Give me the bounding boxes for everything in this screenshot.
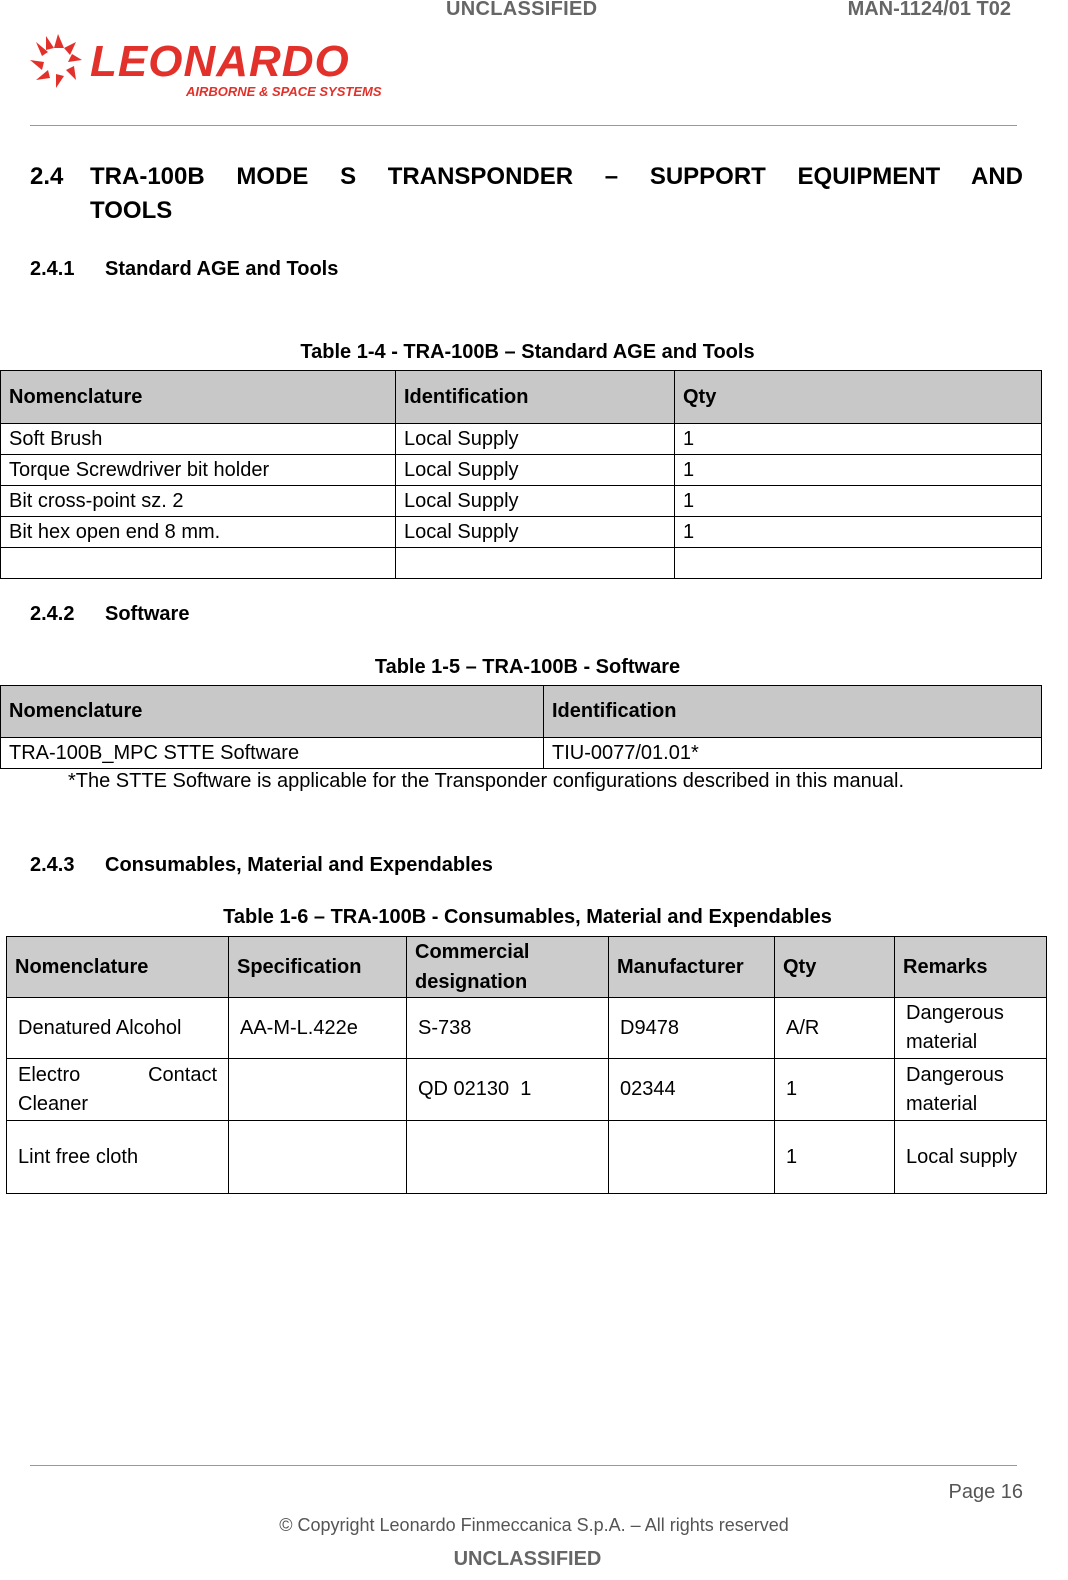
column-header: Specification xyxy=(229,937,407,998)
column-header: Nomenclature xyxy=(7,937,229,998)
table-row xyxy=(7,998,1047,1059)
table-caption-consumables: Table 1-6 – TRA-100B - Consumables, Material and Expendables xyxy=(223,906,832,928)
column-header: Identification xyxy=(544,686,1042,738)
table-cell: 1 xyxy=(775,1121,895,1194)
table-cell: Local Supply xyxy=(396,455,675,486)
table-cell: Bit cross-point sz. 2 xyxy=(1,486,396,517)
table-cell: Local Supply xyxy=(396,424,675,455)
section-number: 2.4 xyxy=(30,163,64,190)
table-row xyxy=(1,738,1042,769)
table-cell: 1 xyxy=(775,1059,895,1121)
table-cell xyxy=(609,1121,775,1194)
subsection-number: 2.4.1 xyxy=(30,258,75,280)
table-row xyxy=(1,517,1042,548)
table-cell xyxy=(229,1121,407,1194)
table-cell xyxy=(1,548,396,579)
table-cell: 1 xyxy=(675,517,1042,548)
subsection-title: Standard AGE and Tools xyxy=(105,258,339,280)
table-row xyxy=(1,424,1042,455)
column-header: Nomenclature xyxy=(1,686,544,738)
table-cell: Dangerous material xyxy=(895,998,1047,1059)
table-cell: S-738 xyxy=(407,998,609,1059)
table-cell: Bit hex open end 8 mm. xyxy=(1,517,396,548)
section-title-line1: TRA-100B MODE S TRANSPONDER – SUPPORT EQUIPMENT AND xyxy=(90,163,1023,190)
table-cell: Soft Brush xyxy=(1,424,396,455)
table-caption-software: Table 1-5 – TRA-100B - Software xyxy=(374,656,681,678)
logo-brand-text: LEONARDO xyxy=(90,37,350,86)
table-header-row xyxy=(1,371,1042,424)
copyright-notice: © Copyright Leonardo Finmeccanica S.p.A. – All rights reserved xyxy=(279,1515,789,1535)
column-header: Identification xyxy=(396,371,675,424)
column-header: Manufacturer xyxy=(609,937,775,998)
table-cell xyxy=(407,1121,609,1194)
table-cell: Torque Screwdriver bit holder xyxy=(1,455,396,486)
table-cell: 02344 xyxy=(609,1059,775,1121)
footer-divider xyxy=(30,1465,1017,1466)
table-cell xyxy=(396,548,675,579)
column-header: Remarks xyxy=(895,937,1047,998)
logo-tagline-text: AIRBORNE & SPACE SYSTEMS xyxy=(186,84,382,99)
header-divider xyxy=(30,125,1017,126)
table-cell: AA-M-L.422e xyxy=(229,998,407,1059)
subsection-title: Consumables, Material and Expendables xyxy=(105,854,493,876)
software-note: *The STTE Software is applicable for the Transponder configurations described in this manual. xyxy=(68,770,904,792)
table-cell: QD 02130 1 xyxy=(407,1059,609,1121)
table-cell: TRA-100B_MPC STTE Software xyxy=(1,738,544,769)
table-cell: Local supply xyxy=(895,1121,1047,1194)
section-heading xyxy=(30,160,1023,228)
table-cell xyxy=(229,1059,407,1121)
age-tools-table xyxy=(0,370,1042,579)
header-document-id: MAN-1124/01 T02 xyxy=(847,0,1011,20)
table-row-empty xyxy=(1,548,1042,579)
table-cell: 1 xyxy=(675,486,1042,517)
table-cell: A/R xyxy=(775,998,895,1059)
table-cell: Denatured Alcohol xyxy=(7,998,229,1059)
column-header: Qty xyxy=(775,937,895,998)
table-cell: Lint free cloth xyxy=(7,1121,229,1194)
table-row xyxy=(1,486,1042,517)
table-header-row xyxy=(7,937,1047,998)
table-cell: D9478 xyxy=(609,998,775,1059)
column-header: Commercial designation xyxy=(407,937,609,998)
table-cell: Dangerous material xyxy=(895,1059,1047,1121)
leonardo-logo xyxy=(28,30,382,102)
table-row xyxy=(1,455,1042,486)
footer-classification: UNCLASSIFIED xyxy=(453,1548,602,1570)
table-cell: 1 xyxy=(675,455,1042,486)
table-cell: Local Supply xyxy=(396,517,675,548)
software-table xyxy=(0,685,1042,769)
logo-emblem-icon xyxy=(30,34,82,88)
subsection-title: Software xyxy=(105,603,190,625)
consumables-table xyxy=(6,936,1047,1194)
table-cell: TIU-0077/01.01* xyxy=(544,738,1042,769)
section-title-line2: TOOLS xyxy=(90,197,173,224)
subsection-heading-age xyxy=(30,258,338,281)
table-cell: Local Supply xyxy=(396,486,675,517)
page-number: Page 16 xyxy=(948,1481,1023,1503)
table-cell xyxy=(675,548,1042,579)
subsection-heading-software xyxy=(30,603,189,626)
table-cell: 1 xyxy=(675,424,1042,455)
header-classification: UNCLASSIFIED xyxy=(446,0,598,20)
column-header: Nomenclature xyxy=(1,371,396,424)
subsection-number: 2.4.3 xyxy=(30,854,75,876)
subsection-number: 2.4.2 xyxy=(30,603,75,625)
table-caption-age: Table 1-4 - TRA-100B – Standard AGE and Tools xyxy=(300,341,755,363)
table-row xyxy=(7,1121,1047,1194)
column-header: Qty xyxy=(675,371,1042,424)
subsection-heading-consumables xyxy=(30,854,493,877)
table-header-row xyxy=(1,686,1042,738)
table-row xyxy=(7,1059,1047,1121)
table-cell: Electro Contact Cleaner xyxy=(7,1059,229,1121)
